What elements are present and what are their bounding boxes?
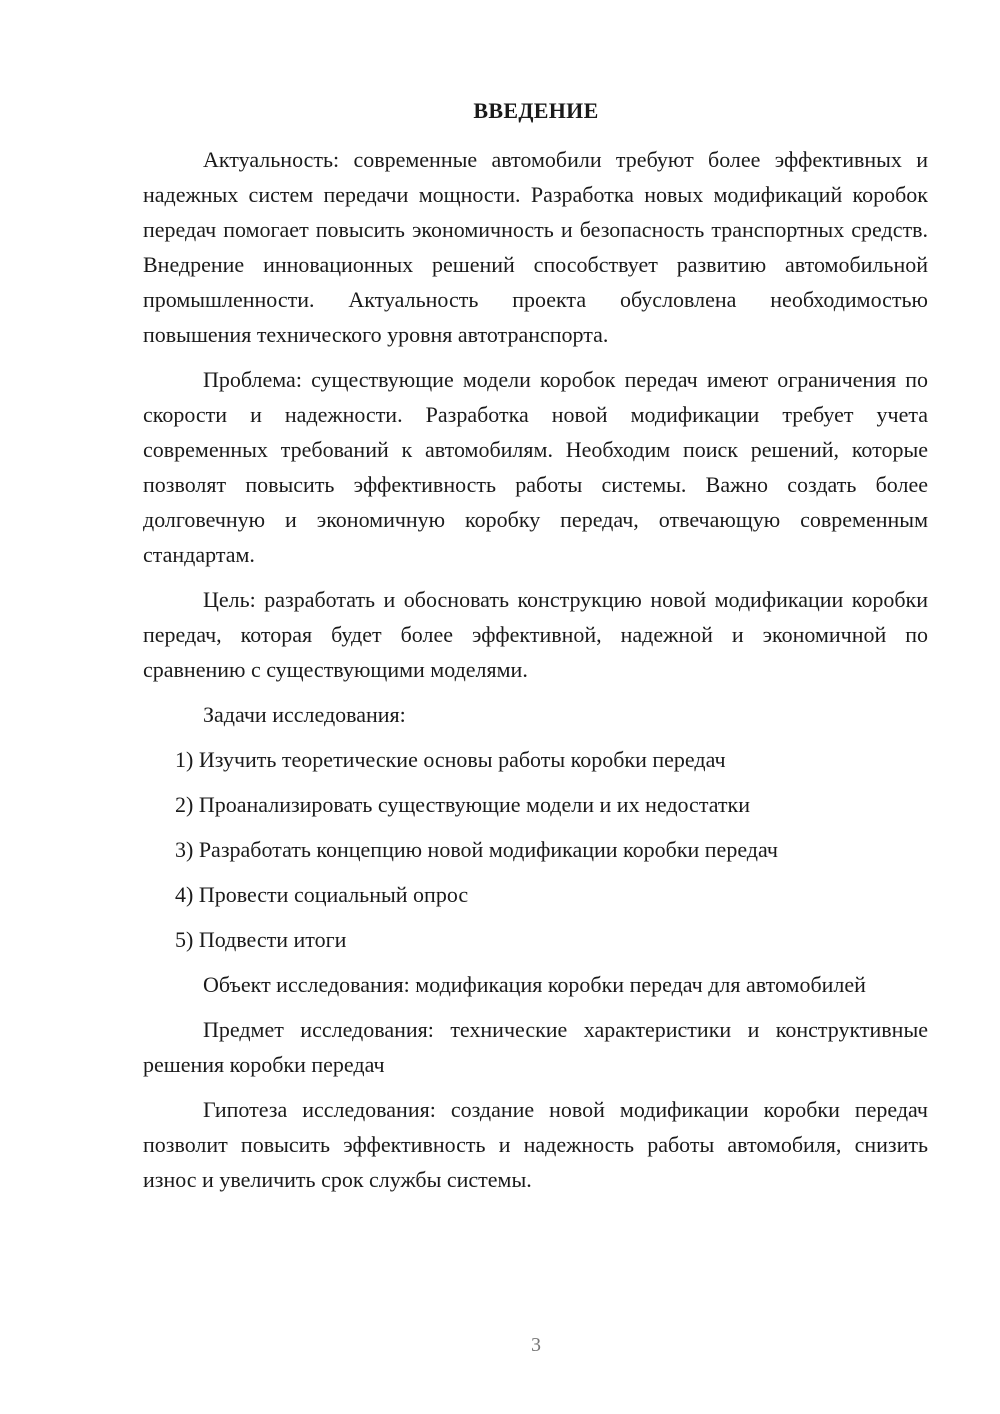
task-item-4: 4) Провести социальный опрос (175, 882, 469, 907)
tasks-heading: Задачи исследования: (203, 702, 406, 727)
task-item-2: 2) Проанализировать существующие модели и их недостатки (175, 792, 750, 817)
paragraph-object: Объект исследования: модификация коробки передач для автомобилей (203, 972, 866, 997)
paragraph-subject: Предмет исследования: технические характеристики и конструктивные решения коробки передач (143, 1017, 928, 1077)
paragraph-goal: Цель: разработать и обосновать конструкцию новой модификации коробки передач, которая будет более эффективной, надежной и экономичной по сравнению с существующими моделями. (143, 587, 928, 682)
paragraph-problem: Проблема: существующие модели коробок передач имеют ограничения по скорости и надежности. Разработка новой модификации требует учета современных требований к автомобилям. Необходим поиск решений, которые позволят повысить эффективность работы системы. Важно создать более долговечную и экономичную коробку передач, отвечающую современным стандартам. (143, 367, 928, 567)
page-number: 3 (531, 1334, 541, 1356)
task-item-1: 1) Изучить теоретические основы работы коробки передач (175, 747, 726, 772)
paragraph-hypothesis: Гипотеза исследования: создание новой модификации коробки передач позволит повысить эффективность и надежность работы автомобиля, снизить износ и увеличить срок службы системы. (143, 1097, 928, 1192)
task-item-3: 3) Разработать концепцию новой модификации коробки передач (175, 837, 778, 862)
task-item-5: 5) Подвести итоги (175, 927, 347, 952)
paragraph-relevance: Актуальность: современные автомобили требуют более эффективных и надежных систем передачи мощности. Разработка новых модификаций коробок передач помогает повысить экономичность и безопасность транспортных средств. Внедрение инновационных решений способствует развитию автомобильной промышленности. Актуальность проекта обусловлена необходимостью повышения технического уровня автотранспорта. (143, 147, 928, 347)
document-body (143, 142, 928, 1197)
page-title: ВВЕДЕНИЕ (473, 98, 599, 123)
